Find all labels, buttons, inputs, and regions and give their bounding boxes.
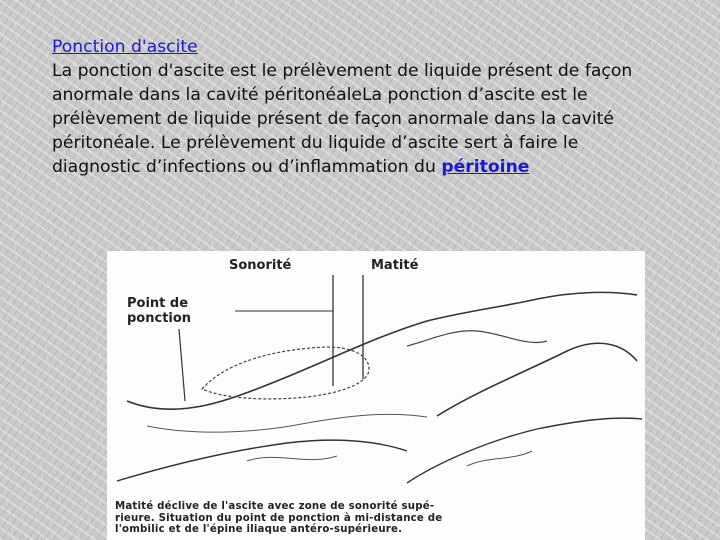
caption-line: rieure. Situation du point de ponction à mi-distance de xyxy=(115,512,443,524)
label-point-line2: ponction xyxy=(127,311,192,326)
peritoine-link[interactable]: péritoine xyxy=(441,157,530,177)
label-point-line1: Point de xyxy=(127,296,189,311)
label-matite: Matité xyxy=(371,258,419,273)
label-point-de-ponction xyxy=(127,296,247,326)
label-sonorite: Sonorité xyxy=(229,258,292,273)
abdomen-illustration xyxy=(107,251,645,540)
caption-line: l'ombilic et de l'épine iliaque antéro-supérieure. xyxy=(115,524,403,535)
title-link[interactable]: Ponction d'ascite xyxy=(52,37,198,57)
figure-caption xyxy=(115,501,643,536)
caption-line: Matité déclive de l'ascite avec zone de sonorité supé- xyxy=(115,501,435,512)
abdomen-drawing xyxy=(107,251,645,540)
slide-text-block xyxy=(52,35,672,179)
body-paragraph: La ponction d'ascite est le prélèvement de liquide présent de façon anormale dans la cavité péritonéaleLa ponction d’ascite est le prélèvement de liquide présent de façon anormale dans la cavité péritonéale. Le prélèvement du liquide d’ascite sert à faire le diagnostic d’infections ou d’inflammation du xyxy=(52,61,633,177)
